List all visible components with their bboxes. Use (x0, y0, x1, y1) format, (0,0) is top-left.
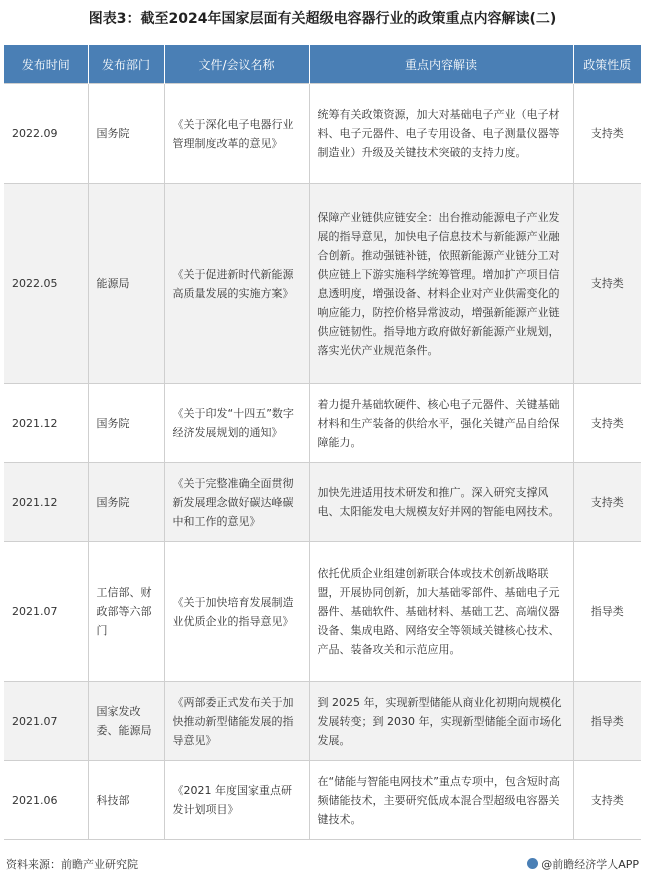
cell-dept: 国务院 (88, 384, 164, 463)
cell-doc: 《两部委正式发布关于加快推动新型储能发展的指导意见》 (164, 682, 309, 761)
cell-date: 2021.12 (4, 384, 88, 463)
cell-doc: 《关于促进新时代新能源高质量发展的实施方案》 (164, 184, 309, 384)
cell-nature: 支持类 (573, 84, 641, 184)
header-date: 发布时间 (4, 45, 88, 84)
cell-doc: 《关于完整准确全面贯彻新发展理念做好碳达峰碳中和工作的意见》 (164, 463, 309, 542)
cell-doc: 《2021 年度国家重点研发计划项目》 (164, 761, 309, 840)
policy-table (4, 45, 641, 840)
table-row (4, 84, 641, 184)
cell-doc: 《关于印发“十四五”数字经济发展规划的通知》 (164, 384, 309, 463)
cell-nature: 支持类 (573, 463, 641, 542)
table-row (4, 542, 641, 682)
cell-date: 2022.09 (4, 84, 88, 184)
cell-date: 2021.12 (4, 463, 88, 542)
cell-content: 加快先进适用技术研发和推广。深入研究支撑风电、太阳能发电大规模友好并网的智能电网技术。 (309, 463, 573, 542)
cell-date: 2021.06 (4, 761, 88, 840)
page-title: 图表3：截至2024年国家层面有关超级电容器行业的政策重点内容解读(二) (88, 11, 557, 27)
cell-doc: 《关于加快培育发展制造业优质企业的指导意见》 (164, 542, 309, 682)
header-dept: 发布部门 (88, 45, 164, 84)
cell-content: 在“储能与智能电网技术”重点专项中，包含短时高频储能技术，主要研究低成本混合型超级电容器关键技术。 (309, 761, 573, 840)
cell-date: 2021.07 (4, 682, 88, 761)
cell-date: 2021.07 (4, 542, 88, 682)
cell-doc: 《关于深化电子电器行业管理制度改革的意见》 (164, 84, 309, 184)
cell-content: 到 2025 年，实现新型储能从商业化初期向规模化发展转变；到 2030 年，实现新型储能全面市场化发展。 (309, 682, 573, 761)
table-header-row (4, 45, 641, 84)
brand-logo-icon (527, 858, 538, 869)
cell-dept: 能源局 (88, 184, 164, 384)
cell-dept: 工信部、财政部等六部门 (88, 542, 164, 682)
table-row (4, 463, 641, 542)
cell-dept: 国家发改委、能源局 (88, 682, 164, 761)
header-content: 重点内容解读 (309, 45, 573, 84)
table-row (4, 184, 641, 384)
header-nature: 政策性质 (573, 45, 641, 84)
cell-dept: 国务院 (88, 463, 164, 542)
cell-nature: 支持类 (573, 761, 641, 840)
cell-nature: 指导类 (573, 542, 641, 682)
table-row (4, 761, 641, 840)
cell-dept: 科技部 (88, 761, 164, 840)
brand-label: @前瞻经济学人APP (541, 858, 639, 871)
cell-date: 2022.05 (4, 184, 88, 384)
cell-content: 保障产业链供应链安全：出台推动能源电子产业发展的指导意见，加快电子信息技术与新能源产业融合创新。推动强链补链，依照新能源产业链分工对供应链上下游实施科学统筹管理。增加扩产项目信息透明度，增强设备、材料企业对产业供需变化的响应能力，防控价格异常波动，增强新能源产业链供应链韧性。指导地方政府做好新能源产业规划，落实光伏产业规范条件。 (309, 184, 573, 384)
table-row (4, 682, 641, 761)
cell-nature: 指导类 (573, 682, 641, 761)
cell-content: 着力提升基础软硬件、核心电子元器件、关键基础材料和生产装备的供给水平，强化关键产品自给保障能力。 (309, 384, 573, 463)
source-note: 资料来源：前瞻产业研究院 (6, 858, 138, 871)
brand-credit (527, 856, 639, 872)
cell-nature: 支持类 (573, 384, 641, 463)
table-row (4, 384, 641, 463)
cell-content: 统筹有关政策资源，加大对基础电子产业（电子材料、电子元器件、电子专用设备、电子测量仪器等制造业）升级及关键技术突破的支持力度。 (309, 84, 573, 184)
cell-dept: 国务院 (88, 84, 164, 184)
cell-nature: 支持类 (573, 184, 641, 384)
header-doc: 文件/会议名称 (164, 45, 309, 84)
cell-content: 依托优质企业组建创新联合体或技术创新战略联盟，开展协同创新，加大基础零部件、基础电子元器件、基础软件、基础材料、基础工艺、高端仪器设备、集成电路、网络安全等领域关键核心技术、产品、装备攻关和示范应用。 (309, 542, 573, 682)
